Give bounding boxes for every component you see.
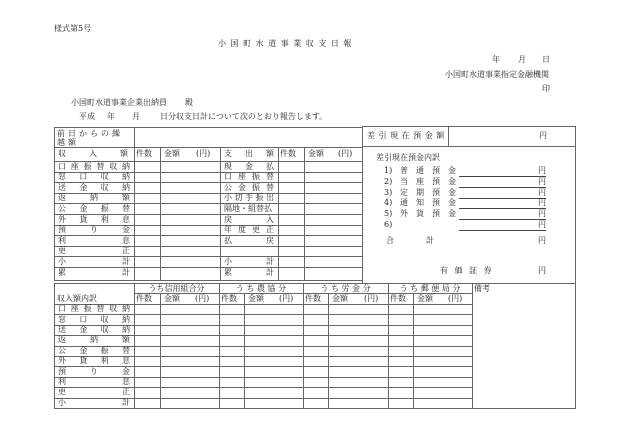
grid-line bbox=[575, 126, 576, 409]
breakdown-amount-field[interactable] bbox=[161, 305, 218, 313]
breakdown-amount-field[interactable] bbox=[414, 388, 471, 396]
date-month: 月 bbox=[518, 55, 526, 64]
breakdown-yen-header: (円) bbox=[279, 294, 294, 303]
expense-count-field[interactable] bbox=[279, 215, 303, 224]
balance-item-amount-field[interactable] bbox=[459, 188, 546, 198]
income-count-field[interactable] bbox=[135, 183, 159, 192]
expense-amount-header: 金額 bbox=[308, 149, 324, 158]
income-count-field[interactable] bbox=[135, 247, 159, 256]
breakdown-count-field[interactable] bbox=[135, 357, 159, 365]
balance-item-yen: 円 bbox=[538, 176, 546, 186]
securities-yen: 円 bbox=[538, 266, 546, 275]
balance-item-amount-field[interactable] bbox=[459, 177, 546, 187]
expense-count-field[interactable] bbox=[279, 247, 303, 256]
expense-count-field[interactable] bbox=[279, 268, 303, 277]
income-count-field[interactable] bbox=[135, 173, 159, 182]
balance-item-yen: 円 bbox=[538, 166, 546, 175]
income-row-label: 利 息 bbox=[58, 235, 130, 245]
breakdown-count-field[interactable] bbox=[304, 399, 327, 407]
breakdown-count-field[interactable] bbox=[220, 367, 243, 375]
breakdown-amount-field[interactable] bbox=[161, 315, 218, 323]
balance-total-label: 合 bbox=[386, 236, 394, 245]
expense-row-label: 累 計 bbox=[224, 267, 274, 277]
breakdown-amount-field[interactable] bbox=[161, 378, 218, 386]
income-header: 収 入 額 bbox=[58, 149, 128, 158]
expense-row-label: 払 戻 bbox=[224, 235, 274, 245]
breakdown-count-field[interactable] bbox=[135, 315, 159, 323]
expense-row-label: 戻 入 bbox=[224, 214, 274, 224]
balance-yen: 円 bbox=[539, 131, 547, 140]
breakdown-group-header: う ち 郵 便 局 分 bbox=[399, 284, 461, 293]
breakdown-count-field[interactable] bbox=[220, 399, 243, 407]
balance-item-label: 当 座 預 金 bbox=[400, 176, 456, 186]
balance-item-yen: 円 bbox=[538, 198, 546, 208]
report-year: 年 bbox=[107, 112, 115, 121]
breakdown-amount-field[interactable] bbox=[329, 399, 387, 407]
balance-item-label: 外 貨 預 金 bbox=[400, 209, 456, 219]
breakdown-amount-field[interactable] bbox=[161, 357, 218, 365]
income-row-label: 窓 口 収 納 bbox=[58, 172, 130, 182]
income-amount-field[interactable] bbox=[161, 247, 219, 256]
expense-amount-field[interactable] bbox=[305, 226, 361, 235]
expense-amount-field[interactable] bbox=[305, 215, 361, 224]
income-row-label: 更 正 bbox=[58, 246, 130, 256]
balance-item-number: 4) bbox=[384, 198, 393, 208]
income-row-label: 返 納 額 bbox=[58, 193, 130, 203]
breakdown-row-label: 口 座 振 替 収 納 bbox=[58, 304, 130, 314]
breakdown-count-header: 件数 bbox=[221, 294, 237, 303]
carryover-label: 前日からの繰 bbox=[57, 129, 123, 138]
balance-item-amount-field[interactable] bbox=[459, 209, 546, 219]
breakdown-count-field[interactable] bbox=[389, 367, 412, 375]
breakdown-count-field[interactable] bbox=[135, 367, 159, 375]
breakdown-amount-field[interactable] bbox=[414, 347, 471, 355]
expense-amount-field[interactable] bbox=[305, 236, 361, 245]
expense-amount-field[interactable] bbox=[305, 204, 361, 213]
income-amount-field[interactable] bbox=[161, 162, 219, 171]
breakdown-count-field[interactable] bbox=[304, 347, 327, 355]
breakdown-count-field[interactable] bbox=[304, 357, 327, 365]
carryover-label-2: 越額 bbox=[57, 138, 79, 147]
breakdown-count-field[interactable] bbox=[304, 388, 327, 396]
breakdown-amount-field[interactable] bbox=[329, 347, 387, 355]
balance-item-amount-field[interactable] bbox=[459, 220, 546, 230]
breakdown-count-field[interactable] bbox=[389, 336, 412, 344]
balance-total-label-2: 計 bbox=[426, 236, 434, 245]
income-row-label: 累 計 bbox=[58, 267, 130, 277]
balance-item-label: 定 期 預 金 bbox=[400, 187, 456, 197]
income-amount-field[interactable] bbox=[161, 268, 219, 277]
expense-count-field[interactable] bbox=[279, 183, 303, 192]
breakdown-count-field[interactable] bbox=[135, 326, 159, 334]
breakdown-amount-field[interactable] bbox=[161, 367, 218, 375]
breakdown-amount-field[interactable] bbox=[245, 305, 302, 313]
breakdown-amount-field[interactable] bbox=[161, 388, 218, 396]
breakdown-count-header: 件数 bbox=[305, 294, 321, 303]
expense-amount-field[interactable] bbox=[305, 257, 361, 266]
breakdown-row-label: 預 り 金 bbox=[58, 366, 130, 376]
breakdown-amount-field[interactable] bbox=[329, 315, 387, 323]
breakdown-count-field[interactable] bbox=[304, 367, 327, 375]
breakdown-count-field[interactable] bbox=[304, 305, 327, 313]
balance-item-label: 通 知 預 金 bbox=[400, 198, 456, 208]
expense-row-label: 隔地・組替払 bbox=[224, 203, 272, 213]
breakdown-amount-field[interactable] bbox=[161, 347, 218, 355]
expense-count-field[interactable] bbox=[279, 226, 303, 235]
balance-item-number: 5) bbox=[384, 209, 393, 219]
expense-header: 支 出 額 bbox=[224, 149, 274, 158]
balance-item-amount-field[interactable] bbox=[459, 198, 546, 208]
expense-amount-field[interactable] bbox=[305, 162, 361, 171]
remarks-label: 備考 bbox=[474, 284, 490, 293]
breakdown-row-label: 窓 口 収 納 bbox=[58, 314, 130, 324]
breakdown-count-field[interactable] bbox=[135, 305, 159, 313]
expense-amount-field[interactable] bbox=[305, 194, 361, 203]
breakdown-amount-field[interactable] bbox=[329, 326, 387, 334]
grid-line bbox=[54, 280, 362, 281]
institution-name: 小国町水道事業指定金融機関 bbox=[445, 70, 549, 79]
breakdown-amount-field[interactable] bbox=[245, 347, 302, 355]
breakdown-amount-field[interactable] bbox=[161, 336, 218, 344]
page-title: 小 国 町 水 道 事 業 収 支 日 報 bbox=[218, 39, 353, 48]
breakdown-count-field[interactable] bbox=[304, 315, 327, 323]
breakdown-amount-field[interactable] bbox=[245, 388, 302, 396]
expense-count-field[interactable] bbox=[279, 236, 303, 245]
breakdown-count-field[interactable] bbox=[389, 305, 412, 313]
breakdown-yen-header: (円) bbox=[448, 294, 463, 303]
report-month: 月 bbox=[132, 112, 140, 121]
expense-yen-header: (円) bbox=[338, 149, 353, 158]
income-amount-field[interactable] bbox=[161, 194, 219, 203]
balance-breakdown-title: 差引現在預金内訳 bbox=[376, 153, 440, 162]
breakdown-row-label: 利 息 bbox=[58, 377, 130, 386]
breakdown-count-field[interactable] bbox=[389, 347, 412, 355]
expense-row-label: 現 金 払 bbox=[224, 161, 274, 171]
date-year: 年 bbox=[492, 55, 500, 64]
income-amount-field[interactable] bbox=[161, 173, 219, 182]
breakdown-amount-field[interactable] bbox=[414, 367, 471, 375]
breakdown-amount-field[interactable] bbox=[245, 378, 302, 386]
income-row-label: 送 金 収 納 bbox=[58, 182, 130, 192]
breakdown-count-field[interactable] bbox=[135, 347, 159, 355]
securities-label: 有 価 証 券 bbox=[440, 266, 494, 275]
expense-count-header: 件数 bbox=[280, 149, 296, 158]
breakdown-amount-field[interactable] bbox=[414, 305, 471, 313]
balance-item-number: 6) bbox=[384, 220, 393, 229]
income-yen-header: (円) bbox=[196, 149, 211, 158]
date-day: 日 bbox=[542, 55, 550, 64]
expense-amount-field[interactable] bbox=[305, 247, 361, 256]
breakdown-row-label: 外 貨 利 息 bbox=[58, 356, 130, 366]
breakdown-amount-field[interactable] bbox=[245, 326, 302, 334]
income-row-label: 預 り 金 bbox=[58, 225, 130, 235]
breakdown-group-header: うち信用組合分 bbox=[148, 284, 205, 293]
breakdown-row-label: 公 金 振 替 bbox=[58, 345, 130, 355]
balance-label: 差 引 現 在 預 金 額 bbox=[367, 131, 445, 140]
breakdown-amount-field[interactable] bbox=[329, 305, 387, 313]
breakdown-count-field[interactable] bbox=[389, 388, 412, 396]
breakdown-count-field[interactable] bbox=[220, 326, 243, 334]
breakdown-amount-field[interactable] bbox=[329, 357, 387, 365]
breakdown-amount-field[interactable] bbox=[414, 399, 471, 407]
income-row-label: 外 貨 利 息 bbox=[58, 214, 130, 224]
breakdown-group-header: う ち 労 金 分 bbox=[320, 284, 371, 293]
breakdown-count-field[interactable] bbox=[220, 388, 243, 396]
balance-amount-field[interactable] bbox=[449, 127, 574, 145]
breakdown-count-field[interactable] bbox=[304, 326, 327, 334]
balance-item-yen: 円 bbox=[538, 220, 546, 229]
breakdown-amount-field[interactable] bbox=[245, 399, 302, 407]
grid-line bbox=[362, 146, 575, 147]
breakdown-count-field[interactable] bbox=[389, 357, 412, 365]
expense-amount-field[interactable] bbox=[305, 173, 361, 182]
income-count-header: 件数 bbox=[136, 149, 152, 158]
form-number: 様式第5号 bbox=[54, 24, 92, 33]
breakdown-amount-field[interactable] bbox=[414, 378, 471, 386]
seal-mark: 印 bbox=[542, 84, 550, 93]
expense-count-field[interactable] bbox=[279, 162, 303, 171]
balance-item-number: 2) bbox=[384, 176, 393, 186]
income-count-field[interactable] bbox=[135, 215, 159, 224]
breakdown-amount-field[interactable] bbox=[414, 315, 471, 323]
balance-item-yen: 円 bbox=[538, 209, 546, 219]
breakdown-amount-field[interactable] bbox=[329, 378, 387, 386]
carryover-amount-field[interactable] bbox=[135, 128, 361, 146]
income-amount-field[interactable] bbox=[161, 226, 219, 235]
expense-row-label: 年 度 更 正 bbox=[224, 225, 274, 235]
income-row-label: 公 金 振 替 bbox=[58, 203, 130, 213]
breakdown-count-field[interactable] bbox=[135, 336, 159, 344]
balance-total-yen: 円 bbox=[538, 236, 546, 245]
income-count-field[interactable] bbox=[135, 257, 159, 266]
breakdown-group-header: う ち 農 協 分 bbox=[235, 284, 287, 293]
breakdown-amount-field[interactable] bbox=[245, 367, 302, 375]
income-count-field[interactable] bbox=[135, 194, 159, 203]
expense-count-field[interactable] bbox=[279, 257, 303, 266]
breakdown-count-field[interactable] bbox=[389, 378, 412, 386]
breakdown-count-field[interactable] bbox=[304, 336, 327, 344]
expense-amount-field[interactable] bbox=[305, 268, 361, 277]
income-row-label: 小 計 bbox=[58, 256, 130, 266]
income-row-label: 口 座 振 替 収 納 bbox=[58, 161, 130, 171]
breakdown-amount-field[interactable] bbox=[329, 336, 387, 344]
breakdown-count-field[interactable] bbox=[220, 378, 243, 386]
income-count-field[interactable] bbox=[135, 204, 159, 213]
expense-row-label: 小 計 bbox=[224, 256, 274, 266]
income-amount-field[interactable] bbox=[161, 215, 219, 224]
expense-row-label: 公 金 振 替 bbox=[224, 182, 274, 192]
remarks-field[interactable] bbox=[473, 295, 574, 407]
breakdown-yen-header: (円) bbox=[364, 294, 379, 303]
breakdown-amount-field[interactable] bbox=[329, 388, 387, 396]
expense-count-field[interactable] bbox=[279, 194, 303, 203]
breakdown-count-field[interactable] bbox=[220, 347, 243, 355]
breakdown-yen-header: (円) bbox=[195, 294, 210, 303]
breakdown-count-field[interactable] bbox=[304, 378, 327, 386]
breakdown-amount-field[interactable] bbox=[245, 315, 302, 323]
income-amount-field[interactable] bbox=[161, 257, 219, 266]
breakdown-amount-field[interactable] bbox=[161, 399, 218, 407]
expense-amount-field[interactable] bbox=[305, 183, 361, 192]
breakdown-amount-header: 金額 bbox=[332, 294, 348, 303]
grid-line bbox=[54, 408, 575, 409]
breakdown-row-header: 収入額内訳 bbox=[57, 294, 97, 303]
report-era: 平成 bbox=[79, 112, 95, 121]
grid-line bbox=[362, 127, 363, 284]
honorific: 殿 bbox=[185, 98, 193, 107]
balance-item-label: 普 通 預 金 bbox=[400, 166, 456, 175]
expense-row-label: 口 座 振 替 bbox=[224, 172, 274, 182]
breakdown-count-field[interactable] bbox=[220, 305, 243, 313]
expense-count-field[interactable] bbox=[279, 173, 303, 182]
breakdown-row-label: 小 計 bbox=[58, 397, 130, 407]
breakdown-amount-field[interactable] bbox=[245, 336, 302, 344]
expense-row-label: 小 切 手 振 出 bbox=[224, 193, 274, 203]
breakdown-amount-field[interactable] bbox=[414, 336, 471, 344]
breakdown-amount-field[interactable] bbox=[329, 367, 387, 375]
breakdown-count-field[interactable] bbox=[135, 388, 159, 396]
breakdown-amount-field[interactable] bbox=[414, 326, 471, 334]
breakdown-amount-header: 金額 bbox=[417, 294, 433, 303]
report-text: 日分収支日計について次のとおり報告します。 bbox=[160, 112, 328, 121]
breakdown-count-field[interactable] bbox=[389, 326, 412, 334]
breakdown-row-label: 更 正 bbox=[58, 387, 130, 397]
breakdown-amount-field[interactable] bbox=[414, 357, 471, 365]
breakdown-count-field[interactable] bbox=[389, 399, 412, 407]
addressee: 小国町水道事業企業出納員 bbox=[71, 98, 167, 107]
balance-item-number: 1) bbox=[384, 166, 393, 175]
balance-item-number: 3) bbox=[384, 187, 393, 197]
breakdown-amount-header: 金額 bbox=[164, 294, 180, 303]
income-count-field[interactable] bbox=[135, 236, 159, 245]
breakdown-row-label: 送 金 収 納 bbox=[58, 325, 130, 334]
breakdown-amount-header: 金額 bbox=[248, 294, 264, 303]
balance-item-yen: 円 bbox=[538, 187, 546, 197]
breakdown-count-field[interactable] bbox=[389, 315, 412, 323]
breakdown-amount-field[interactable] bbox=[161, 326, 218, 334]
expense-count-field[interactable] bbox=[279, 204, 303, 213]
breakdown-row-label: 返 納 額 bbox=[58, 335, 130, 345]
breakdown-count-header: 件数 bbox=[390, 294, 406, 303]
income-count-field[interactable] bbox=[135, 268, 159, 277]
breakdown-count-field[interactable] bbox=[135, 378, 159, 386]
breakdown-amount-field[interactable] bbox=[245, 357, 302, 365]
breakdown-count-field[interactable] bbox=[220, 336, 243, 344]
income-amount-field[interactable] bbox=[161, 204, 219, 213]
breakdown-count-field[interactable] bbox=[220, 315, 243, 323]
balance-item-underline bbox=[459, 230, 546, 231]
income-count-field[interactable] bbox=[135, 226, 159, 235]
breakdown-count-header: 件数 bbox=[136, 294, 152, 303]
breakdown-count-field[interactable] bbox=[135, 399, 159, 407]
income-amount-header: 金額 bbox=[164, 149, 180, 158]
income-amount-field[interactable] bbox=[161, 183, 219, 192]
breakdown-count-field[interactable] bbox=[220, 357, 243, 365]
income-count-field[interactable] bbox=[135, 162, 159, 171]
income-amount-field[interactable] bbox=[161, 236, 219, 245]
balance-item-amount-field[interactable] bbox=[459, 166, 546, 176]
